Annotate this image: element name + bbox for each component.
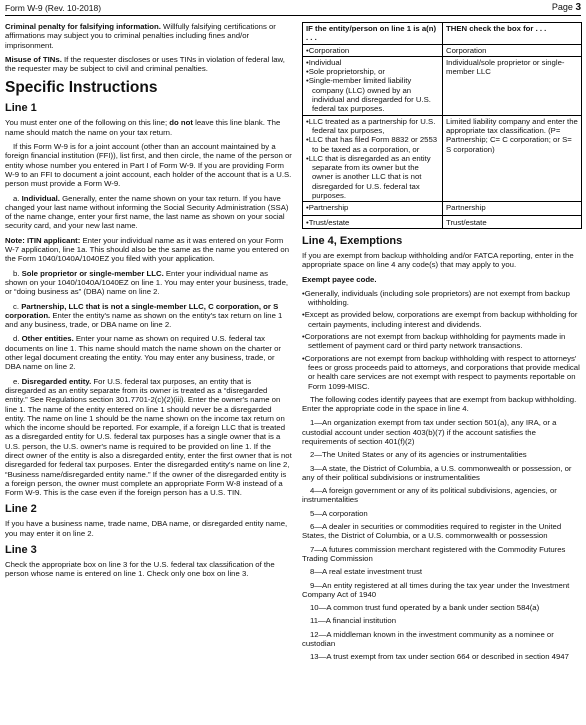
exempt-payee-heading: Exempt payee code. xyxy=(302,274,377,284)
exempt-codes-list xyxy=(302,418,582,661)
table-row xyxy=(303,115,582,202)
classification-table xyxy=(302,22,582,229)
list-item: 11—A financial institution xyxy=(310,616,397,626)
list-item: 4—A foreign government or any of its political subdivisions, agencies, or instrumentalities xyxy=(302,486,557,505)
table-row xyxy=(303,44,582,56)
table-cell: • Partnership • Trust/estate xyxy=(303,202,443,229)
list-item: 5—A corporation xyxy=(310,508,368,518)
list-item: 13—A trust exempt from tax under section 664 or described in section 4947 xyxy=(310,652,569,662)
line2-heading: Line 2 xyxy=(5,503,37,516)
list-item: 7—A futures commission merchant registered with the Commodity Futures Trading Commission xyxy=(302,544,566,563)
list-item: 2—The United States or any of its agencies or instrumentalities xyxy=(310,450,527,460)
partnership-paragraph: c. Partnership, LLC that is not a single-member LLC, C corporation, or S corporation. Enter the entity's name as shown on the entity's tax return on line 1 and any business, trade, or DBA name on line 2. xyxy=(5,301,283,330)
line1-heading: Line 1 xyxy=(5,102,37,115)
specific-instructions-heading: Specific Instructions xyxy=(5,79,158,97)
list-item: 3—A state, the District of Columbia, a U.S. commonwealth or possession, or any of their political subdivisions or instrumentalities xyxy=(302,463,572,482)
line3-heading: Line 3 xyxy=(5,544,37,557)
line4-paragraph: If you are exempt from backup withholding and/or FATCA reporting, enter in the appropriate space on line 4 any code(s) that may apply to you. xyxy=(302,250,574,270)
line2-paragraph: If you have a business name, trade name, DBA name, or disregarded entity name, you may enter it on line 2. xyxy=(5,519,288,538)
payee-bullet: • Generally, individuals (including sole proprietors) are not exempt from backup withholding. xyxy=(302,289,582,308)
table-row xyxy=(303,56,582,115)
payee-bullet: • Except as provided below, corporations are exempt from backup withholding for certain payments, including interest and dividends. xyxy=(302,310,582,329)
page-number: Page 3 xyxy=(551,2,581,13)
misuse-tins-paragraph: Misuse of TINs. If the requester discloses or uses TINs in violation of federal law, the requester may be subject to civil and criminal penalties. xyxy=(5,54,285,74)
table-cell: • Individual • Sole proprietorship, or • Single-member limited liability company (LLC) owned by an individual and disregarded for U.S. federal tax purposes. xyxy=(303,56,443,115)
line1-paragraph: You must enter one of the following on this line; do not leave this line blank. The name should match the name on your tax return. xyxy=(5,118,281,137)
codes-intro-paragraph: The following codes identify payees that are exempt from backup withholding. Enter the appropriate code in the space in line 4. xyxy=(302,394,577,414)
sole-proprietor-paragraph: b. Sole proprietor or single-member LLC. Enter your individual name as shown on your 1040/1040A/1040EZ on line 1. You may enter your business, trade, or “doing business as” (DBA) name on line 2. xyxy=(5,268,289,297)
table-cell: • LLC treated as a partnership for U.S. federal tax purposes, • LLC that has filed Form 8832 or 2553 to be taxed as a corporation, or • LLC that is disregarded as an entity separate from its owner but the owner is another LLC that is not disregarded for U.S. federal tax purposes. xyxy=(303,115,443,202)
table-cell: Limited liability company and enter the appropriate tax classification. (P= Partnership; C= C corporation; or S= S corporation) xyxy=(443,115,582,202)
criminal-penalty-paragraph: Criminal penalty for falsifying information. Willfully falsifying certifications or affirmations may subject you to criminal penalties including fines and/or imprisonment. xyxy=(5,22,276,50)
page-header xyxy=(5,2,581,16)
list-item: 9—An entity registered at all times during the tax year under the Investment Company Act of 1940 xyxy=(302,580,570,599)
list-item: 8—A real estate investment trust xyxy=(310,567,422,577)
table-cell: • Corporation xyxy=(303,44,443,56)
disregarded-entity-paragraph: e. Disregarded entity. For U.S. federal tax purposes, an entity that is disregarded as an entity separate from its owner is treated as a “disregarded entity.” See Regulations section 301.7701-2(c)(2)(iii). Enter the owner's name on line 1. The name of the entity entered on line 1 should never be a disregarded entity. The name on line 1 should be the name shown on the income tax return on which the income should be reported. For example, if a foreign LLC that is treated as a disregarded entity for U.S. federal tax purposes has a single owner that is a U.S. person, the U.S. owner's name is required to be provided on line 1. If the direct owner of the entity is also a disregarded entity, enter the first owner that is not disregarded for federal tax purposes. Enter the disregarded entity's name on line 2, “Business name/disregarded entity name.” If the owner of the disregarded entity is a foreign person, the owner must complete an appropriate Form W-8 instead of a Form W-9. This is the case even if the foreign person has a U.S. TIN. xyxy=(5,376,292,498)
table-header-cell: IF the entity/person on line 1 is a(n) . . . xyxy=(303,23,443,45)
table-cell: Corporation xyxy=(443,44,582,56)
individual-paragraph: a. Individual. Generally, enter the name shown on your tax return. If you have changed your last name without informing the Social Security Administration (SSA) of the name change, enter your first name, the last name as shown on your social security card, and your new last name. xyxy=(5,193,289,231)
list-item: 1—An organization exempt from tax under section 501(a), any IRA, or a custodial account under section 403(b)(7) if the account satisfies the requirements of section 401(f)(2) xyxy=(302,418,557,446)
line3-paragraph: Check the appropriate box on line 3 for the U.S. federal tax classification of the person whose name is entered on line 1. Check only one box on line 3. xyxy=(5,560,275,579)
table-cell: Partnership Trust/estate xyxy=(443,202,582,229)
payee-bullet: • Corporations are not exempt from backup withholding with respect to attorneys' fees or gross proceeds paid to attorneys, and corporations that provide medical or health care services are not exempt with respect to payments reportable on Form 1099-MISC. xyxy=(302,354,582,391)
line4-heading: Line 4, Exemptions xyxy=(302,234,403,247)
list-item: 6—A dealer in securities or commodities required to register in the United States, the District of Columbia, or a U.S. commonwealth or possession xyxy=(302,522,562,541)
other-entities-paragraph: d. Other entities. Enter your name as shown on required U.S. federal tax documents on line 1. This name should match the name shown on the charter or other legal document creating the entity. You may enter any business, trade, or DBA name on line 2. xyxy=(5,334,281,372)
list-item: 12—A middleman known in the investment community as a nominee or custodian xyxy=(302,629,554,649)
payee-bullet: • Corporations are not exempt from backup withholding for payments made in settlement of payment card or third party network transactions. xyxy=(302,332,582,351)
cell-divider xyxy=(303,215,442,216)
joint-account-paragraph: If this Form W-9 is for a joint account (other than an account maintained by a foreign financial institution (FFI)), list first, and then circle, the name of the person or entity whose number you entered in Part I of Form W-9. If you are providing Form W-9 to an FFI to document a joint account, each holder of the account that is a U.S. person must provide a Form W-9. xyxy=(5,142,292,189)
left-column xyxy=(5,22,292,584)
itin-note-paragraph: Note: ITIN applicant: Enter your individual name as it was entered on your Form W-7 application, line 1a. This should also be the same as the name you entered on the Form 1040/1040A/1040EZ you filed with your application. xyxy=(5,235,290,264)
form-id: Form W-9 (Rev. 10-2018) xyxy=(5,3,102,13)
table-cell: Individual/sole proprietor or single-member LLC xyxy=(443,56,582,115)
list-item: 10—A common trust fund operated by a bank under section 584(a) xyxy=(310,603,540,613)
right-column xyxy=(302,22,582,666)
table-header-row xyxy=(303,23,582,45)
table-row xyxy=(303,202,582,229)
cell-divider xyxy=(443,215,581,216)
table-header-cell: THEN check the box for . . . xyxy=(443,23,582,45)
